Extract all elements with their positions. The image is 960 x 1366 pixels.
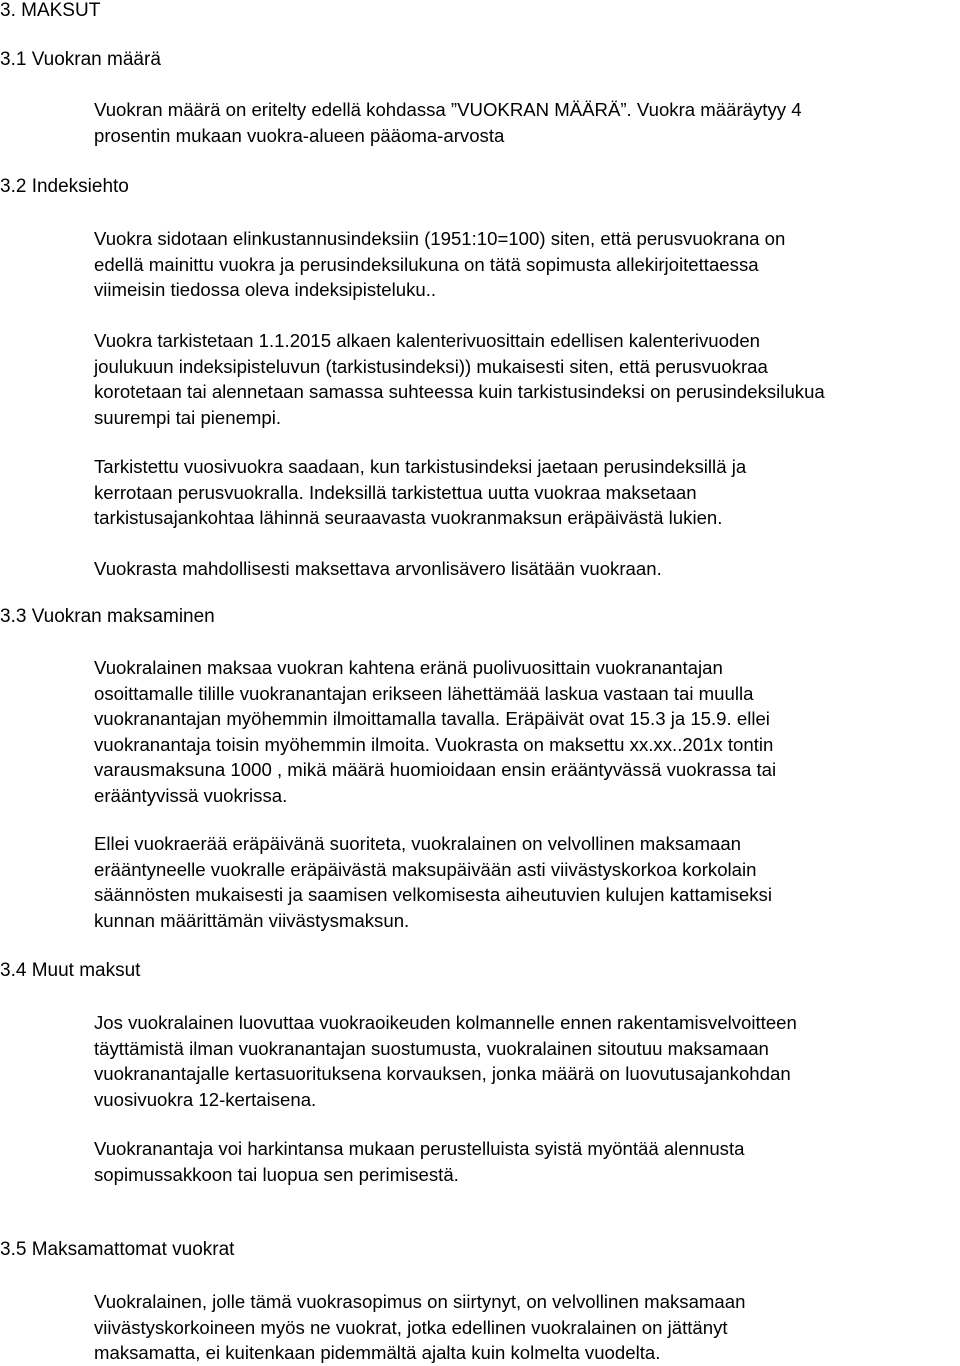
subsection-heading-3-1: 3.1 Vuokran määrä [0,49,161,70]
paragraph-3-2-d: Vuokrasta mahdollisesti maksettava arvonlisävero lisätään vuokraan. [94,558,662,579]
paragraph-3-2-c: Tarkistettu vuosivuokra saadaan, kun tarkistusindeksi jaetaan perusindeksillä ja kerrotaan perusvuokralla. Indeksillä tarkistettua uutta vuokraa maksetaan tarkistusajankohtaa lähinnä seuraavasta vuokranmaksun eräpäivästä lukien. [94,456,747,529]
paragraph-3-4-b: Vuokranantaja voi harkintansa mukaan perustelluista syistä myöntää alennusta sopimussakkoon tai luopua sen perimisestä. [94,1138,745,1185]
subsection-heading-3-2: 3.2 Indeksiehto [0,176,129,197]
paragraph-3-1: Vuokran määrä on eritelty edellä kohdassa ”VUOKRAN MÄÄRÄ”. Vuokra määräytyy 4 prosentin mukaan vuokra-alueen pääoma-arvosta [94,99,802,146]
paragraph-3-3-a: Vuokralainen maksaa vuokran kahtena eränä puolivuosittain vuokranantajan osoittamalle tilille vuokranantajan erikseen lähettämää laskua vastaan tai muulla vuokranantajan myöhemmin ilmoittamalla tavalla. Eräpäivät ovat 15.3 ja 15.9. ellei vuokranantaja toisin myöhemmin ilmoita. Vuokrasta on maksettu xx.xx..201x tontin varausmaksuna 1000 , mikä määrä huomioidaan ensin erääntyvässä vuokrassa tai erääntyvissä vuokrissa. [94,657,777,806]
paragraph-3-4-a: Jos vuokralainen luovuttaa vuokraoikeuden kolmannelle ennen rakentamisvelvoitteen täyttämistä ilman vuokranantajan suostumusta, vuokralainen sitoutuu maksamaan vuokranantajalle kertasuorituksena korvauksen, jonka määrä on luovutusajankohdan vuosivuokra 12-kertaisena. [94,1012,797,1110]
paragraph-3-2-a: Vuokra sidotaan elinkustannusindeksiin (1951:10=100) siten, että perusvuokrana on edellä mainittu vuokra ja perusindeksilukuna on tätä sopimusta allekirjoitettaessa viimeisin tiedossa oleva indeksipisteluku.. [94,228,786,301]
subsection-heading-3-4: 3.4 Muut maksut [0,960,141,981]
paragraph-3-2-b: Vuokra tarkistetaan 1.1.2015 alkaen kalenterivuosittain edellisen kalenterivuoden joulukuun indeksipisteluvun (tarkistusindeksi)) mukaisesti siten, että perusvuokraa korotetaan tai alennetaan samassa suhteessa kuin tarkistusindeksi on perusindeksilukua suurempi tai pienempi. [94,330,825,428]
subsection-heading-3-3: 3.3 Vuokran maksaminen [0,606,215,627]
paragraph-3-5: Vuokralainen, jolle tämä vuokrasopimus on siirtynyt, on velvollinen maksamaan viivästyskorkoineen myös ne vuokrat, jotka edellinen vuokralainen on jättänyt maksamatta, ei kuitenkaan pidemmältä ajalta kuin kolmelta vuodelta. [94,1291,746,1364]
paragraph-3-3-b: Ellei vuokraerää eräpäivänä suoriteta, vuokralainen on velvollinen maksamaan erääntyneelle vuokralle eräpäivästä maksupäivään asti viivästyskorkoa korkolain säännösten mukaisesti ja saamisen velkomisesta aiheutuvien kulujen kattamiseksi kunnan määrittämän viivästysmaksun. [94,833,772,931]
subsection-heading-3-5: 3.5 Maksamattomat vuokrat [0,1239,235,1260]
section-heading-3: 3. MAKSUT [0,0,101,21]
